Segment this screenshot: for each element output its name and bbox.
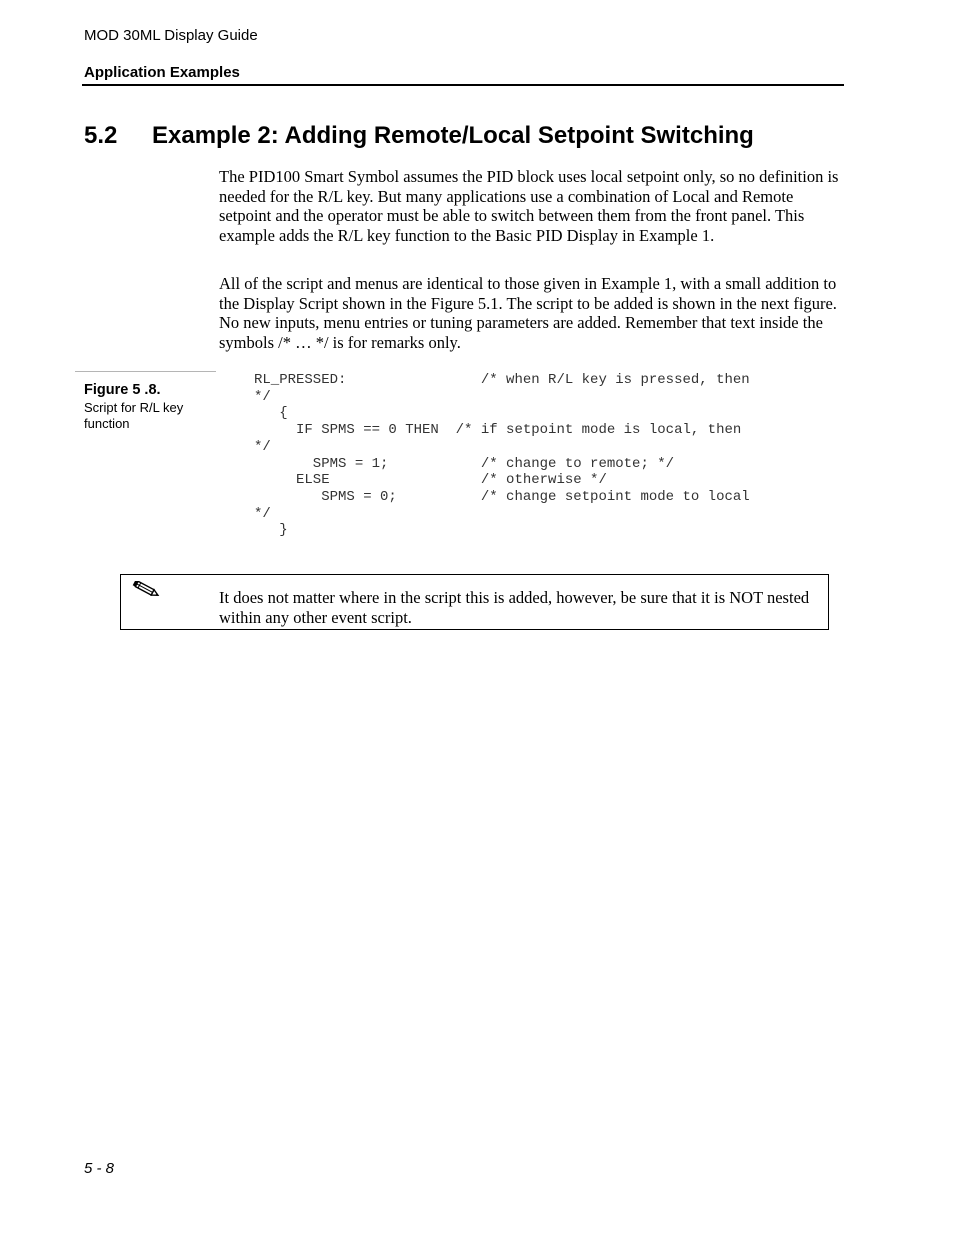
pencil-icon [131,581,161,599]
script-code-block: RL_PRESSED: /* when R/L key is pressed, then */ { IF SPMS == 0 THEN /* if setpoint mode is local, then */ SPMS = 1; /* change to remote; */ ELSE /* otherwise */ SPMS = 0; /* change setpoint mode to local */ } [254,372,750,539]
figure-rule [75,371,216,372]
running-section-header: Application Examples [84,64,240,81]
body-paragraph: The PID100 Smart Symbol assumes the PID block uses local setpoint only, so no definition is needed for the R/L key. But many applications use a combination of Local and Remote setpoint and the operator must be able to switch between them from the front panel. This example adds the R/L key function to the Basic PID Display in Example 1. [219,167,839,245]
note-text: It does not matter where in the script this is added, however, be sure that it is NOT nested within any other event script. [219,588,810,627]
header-rule [82,84,844,86]
figure-label: Figure 5 .8. [84,382,161,398]
figure-caption: Script for R/L key function [84,400,184,431]
page-number: 5 - 8 [84,1160,115,1177]
section-title: Example 2: Adding Remote/Local Setpoint Switching [152,122,754,149]
body-paragraph: All of the script and menus are identical to those given in Example 1, with a small addition to the Display Script shown in the Figure 5.1. The script to be added is shown in the next figure. No new inputs, menu entries or tuning parameters are added. Remember that text inside the symbols /* … */ is for remarks only. [219,274,837,352]
section-number: 5.2 [84,122,118,149]
document-title: MOD 30ML Display Guide [84,27,258,44]
note-box [120,574,829,630]
